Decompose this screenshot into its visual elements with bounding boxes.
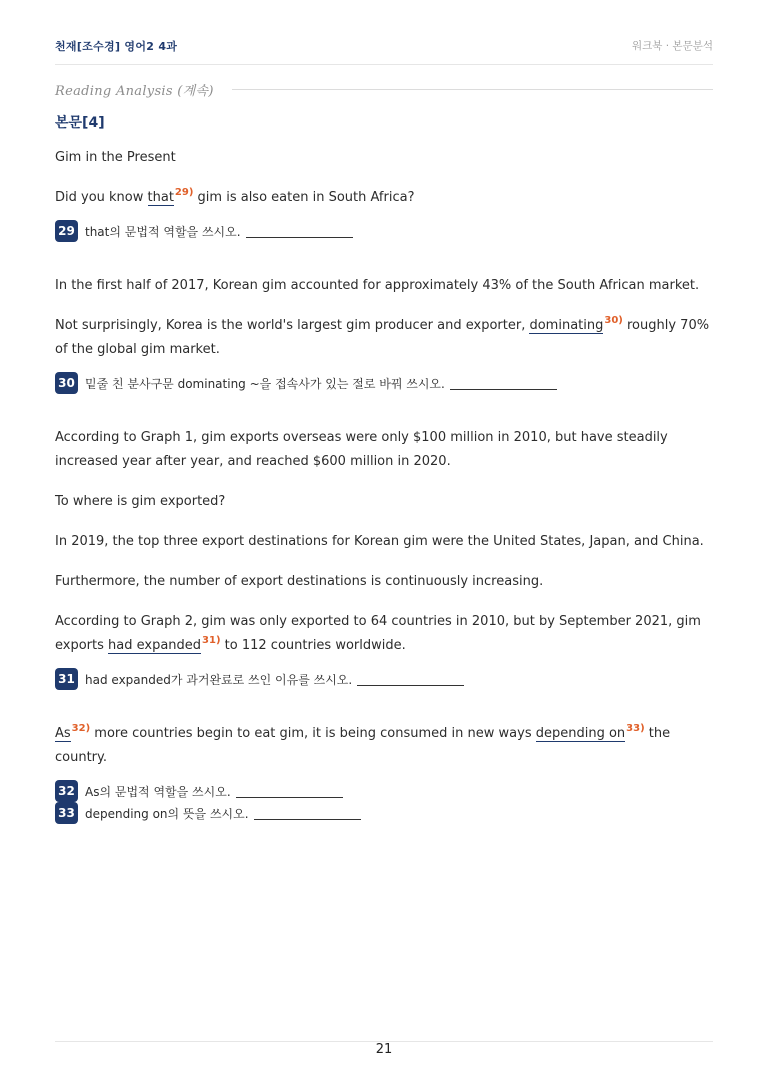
question-number-badge: 32 bbox=[55, 780, 78, 802]
text: gim is also eaten in South Africa? bbox=[193, 190, 415, 205]
question-text: had expanded가 과거완료로 쓰인 이유를 쓰시오. bbox=[85, 672, 353, 687]
question-text: that의 문법적 역할을 쓰시오. bbox=[85, 224, 241, 239]
question-text: 밑줄 친 분사구문 dominating ~을 접속사가 있는 절로 바꿔 쓰시오. bbox=[85, 376, 445, 391]
question-number-badge: 31 bbox=[55, 668, 78, 690]
question-33 bbox=[55, 802, 713, 824]
answer-blank[interactable] bbox=[254, 807, 361, 820]
question-number-badge: 30 bbox=[55, 372, 78, 394]
question-number-badge: 33 bbox=[55, 802, 78, 824]
text: According to Graph 2, gim was only exported to 64 countries in 2010, but by September 2021, gim exports bbox=[55, 614, 701, 653]
question-marker: 30) bbox=[604, 315, 623, 326]
course-title: 천재[조수경] 영어2 4과 bbox=[55, 40, 178, 53]
section-divider bbox=[232, 89, 713, 90]
passage-heading: 본문[4] bbox=[55, 115, 105, 131]
question-text: depending on의 뜻을 쓰시오. bbox=[85, 806, 249, 821]
text: Not surprisingly, Korea is the world's largest gim producer and exporter, bbox=[55, 318, 530, 333]
underlined-target: As bbox=[55, 726, 71, 741]
paragraph-9 bbox=[55, 722, 713, 770]
section-title: Reading Analysis (계속) bbox=[55, 83, 214, 99]
answer-blank[interactable] bbox=[357, 673, 464, 686]
section-header bbox=[55, 80, 713, 98]
underlined-target: depending on bbox=[535, 726, 626, 741]
page-number: 21 bbox=[375, 1042, 393, 1057]
underlined-target: had expanded bbox=[108, 638, 202, 653]
question-31 bbox=[55, 668, 713, 690]
text: the country. bbox=[55, 726, 671, 765]
paragraph-7: Furthermore, the number of export destinations is continuously increasing. bbox=[55, 574, 544, 589]
question-marker: 31) bbox=[202, 635, 221, 646]
question-text: As의 문법적 역할을 쓰시오. bbox=[85, 784, 231, 799]
answer-blank[interactable] bbox=[246, 225, 353, 238]
passage-title: Gim in the Present bbox=[55, 150, 176, 165]
underlined-target: that bbox=[147, 190, 174, 205]
answer-blank[interactable] bbox=[236, 785, 343, 798]
question-30 bbox=[55, 372, 713, 394]
page-footer bbox=[55, 1041, 713, 1057]
page-header bbox=[55, 38, 713, 65]
text: Did you know bbox=[55, 190, 148, 205]
text: roughly 70% of the global gim market. bbox=[55, 318, 710, 357]
question-29 bbox=[55, 220, 713, 242]
paragraph-1 bbox=[55, 186, 713, 210]
question-marker: 29) bbox=[174, 187, 194, 198]
paragraph-8 bbox=[55, 610, 713, 658]
question-number-badge: 29 bbox=[55, 220, 78, 242]
underlined-target: dominating bbox=[529, 318, 604, 333]
paragraph-6: In 2019, the top three export destinations for Korean gim were the United States, Japan, and China. bbox=[55, 534, 704, 549]
text: to 112 countries worldwide. bbox=[220, 638, 406, 653]
main-content bbox=[55, 108, 713, 830]
workbook-label: 워크북 · 본문분석 bbox=[631, 40, 713, 52]
paragraph-3 bbox=[55, 314, 713, 362]
paragraph-5: To where is gim exported? bbox=[55, 494, 226, 509]
paragraph-2: In the first half of 2017, Korean gim accounted for approximately 43% of the South African market. bbox=[55, 278, 700, 293]
question-marker: 33) bbox=[626, 723, 645, 734]
question-marker: 32) bbox=[71, 723, 91, 734]
text: more countries begin to eat gim, it is being consumed in new ways bbox=[90, 726, 536, 741]
answer-blank[interactable] bbox=[450, 377, 557, 390]
question-32 bbox=[55, 780, 713, 802]
paragraph-4: According to Graph 1, gim exports overseas were only $100 million in 2010, but have steadily increased year after year, and reached $600 million in 2020. bbox=[55, 430, 668, 469]
